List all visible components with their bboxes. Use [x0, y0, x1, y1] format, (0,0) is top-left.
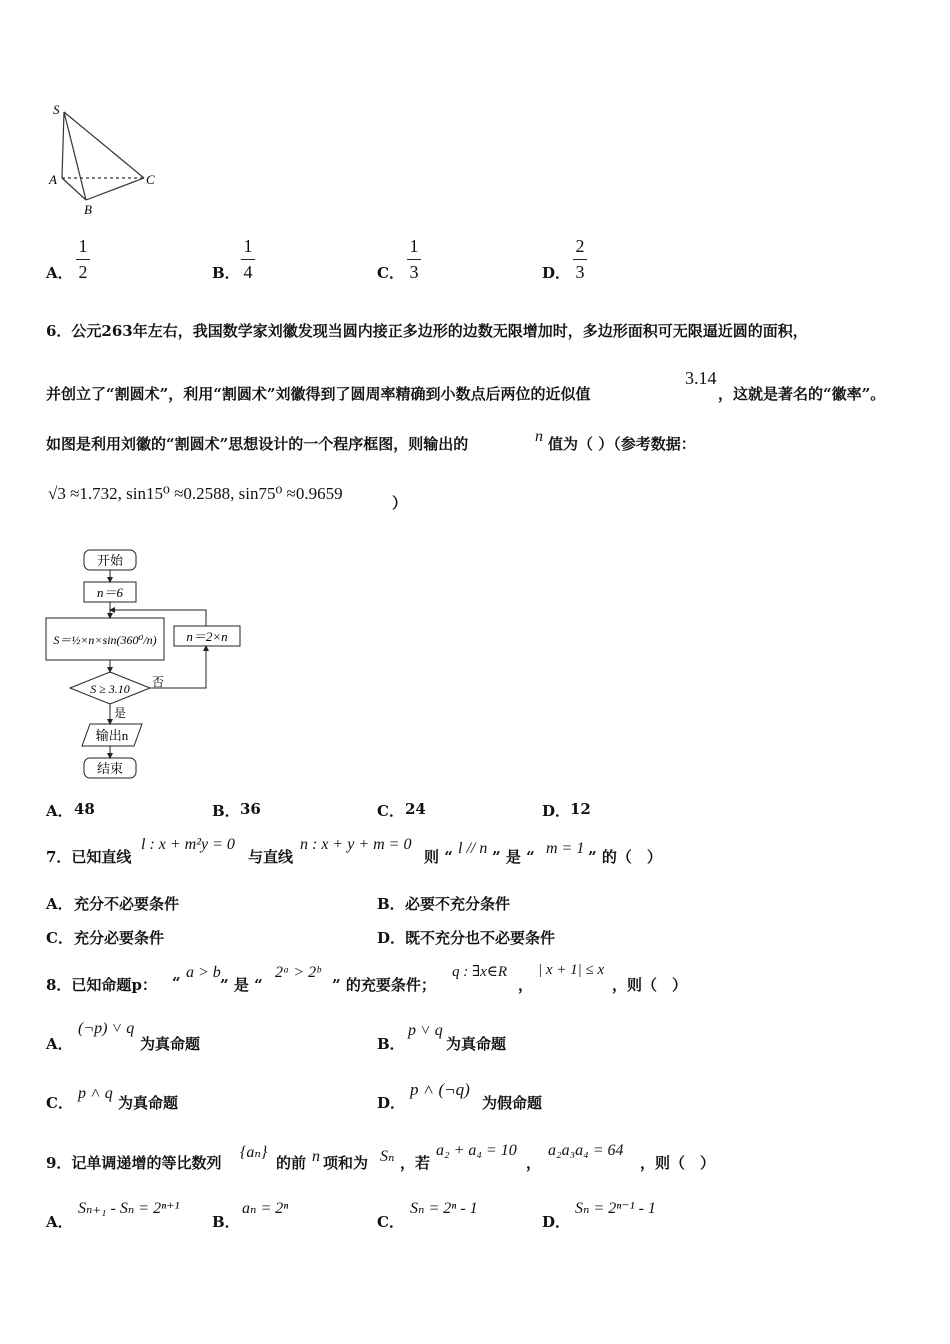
q8-option-a-expr: (¬p) ˅ q	[78, 1020, 135, 1037]
q7-cond1: l // n	[458, 840, 488, 857]
q9-mid3: ，若	[400, 1154, 431, 1172]
q9-sequence: {aₙ}	[240, 1144, 268, 1161]
q7-option-d-letter: D．	[377, 929, 406, 947]
flow-end-label: 结束	[96, 761, 124, 776]
pyramid-figure	[44, 98, 174, 220]
q9-prefix: 9．记单调递增的等比数列	[46, 1154, 222, 1172]
q9-option-a-expr: Sₙ₊₁ - Sₙ = 2ⁿ⁺¹	[78, 1200, 180, 1217]
q9-sn: Sₙ	[380, 1148, 395, 1165]
q8-mid1: ” 是 “	[220, 976, 263, 994]
label-s: S	[53, 102, 60, 117]
edge-sc	[64, 112, 144, 178]
q7-option-a-text: 充分不必要条件	[74, 895, 180, 913]
q9-mid2: 项和为	[323, 1154, 369, 1172]
q6-option-a-text: 48	[74, 800, 95, 818]
edge-ab	[62, 178, 86, 200]
q7-option-a-letter: A．	[46, 895, 73, 913]
label-a: A	[49, 172, 57, 187]
numerator: 1	[243, 236, 253, 256]
q9-comma: ，	[526, 1154, 542, 1172]
denominator: 2	[78, 262, 88, 282]
edge-sb	[64, 112, 86, 200]
q8-option-d-letter: D．	[377, 1094, 406, 1112]
q6-option-b-letter: B．	[212, 802, 240, 820]
q9-option-c-letter: C．	[377, 1213, 404, 1231]
program-flowchart	[44, 548, 254, 784]
q8-prefix: 8．已知命题p：	[46, 976, 157, 994]
q8-option-b-text: 为真命题	[446, 1035, 507, 1053]
q8-option-b-expr: p ˅ q	[408, 1022, 443, 1039]
q6-reference-data: √3 ≈1.732, sin15⁰ ≈0.2588, sin75⁰ ≈0.9659	[48, 484, 343, 503]
q8-option-c-expr: p ˄ q	[78, 1085, 113, 1102]
q7-option-b-letter: B．	[377, 895, 405, 913]
q7-line-l: l : x + m²y = 0	[141, 836, 235, 853]
q7-line-n: n : x + y + m = 0	[300, 836, 412, 853]
q8-option-d-expr: p ˄ (¬q)	[410, 1080, 470, 1099]
edge-sa	[62, 112, 64, 178]
q8-open-quote: “	[172, 974, 181, 992]
q6-line3-b: 值为（ ）（参考数据：	[548, 435, 696, 453]
q6-option-c-letter: C．	[377, 802, 404, 820]
denominator: 4	[243, 262, 253, 282]
q5-option-d-fraction	[573, 236, 587, 282]
q6-option-a-letter: A．	[46, 802, 73, 820]
numerator: 1	[78, 236, 88, 256]
q7-suffix: ” 的（ ）	[588, 848, 662, 866]
q6-pi-value: 3.14	[685, 368, 717, 388]
q5-option-c-letter: C．	[377, 264, 404, 282]
denominator: 3	[409, 262, 419, 282]
q9-cond1: a₂ + a₄ = 10	[436, 1142, 517, 1159]
q8-comma: ，	[518, 976, 534, 994]
q6-line1: 6．公元263年左右，我国数学家刘徽发现当圆内接正多边形的边数无限增加时，多边形面积可无限逼近圆的面积，	[46, 322, 808, 340]
q6-line2-b: ，这就是著名的“徽率”。	[718, 385, 886, 403]
q9-cond2: a₂a₃a₄ = 64	[548, 1142, 624, 1159]
q7-option-c-text: 充分必要条件	[74, 929, 165, 947]
q9-option-b-expr: aₙ = 2ⁿ	[242, 1200, 289, 1217]
q9-var-n: n	[312, 1148, 320, 1165]
q6-close-paren: ）	[392, 494, 408, 512]
q8-cond2: 2ᵃ > 2ᵇ	[275, 964, 321, 981]
q7-mid1: 与直线	[248, 848, 294, 866]
q8-option-b-letter: B．	[377, 1035, 405, 1053]
flow-update-label: n＝2×n	[186, 629, 228, 644]
q8-option-a-letter: A．	[46, 1035, 73, 1053]
flow-formula-label: S＝½×n×sin(360⁰/n)	[53, 633, 157, 647]
flow-no-label: 否	[152, 675, 165, 689]
q8-suffix: ，则（ ）	[612, 976, 688, 994]
flow-start-label: 开始	[96, 553, 124, 568]
numerator: 2	[575, 236, 585, 256]
q5-option-a-fraction	[76, 236, 90, 282]
q7-option-c-letter: C．	[46, 929, 73, 947]
q6-option-b-text: 36	[240, 800, 261, 818]
q9-option-b-letter: B．	[212, 1213, 240, 1231]
q8-option-c-letter: C．	[46, 1094, 73, 1112]
label-c: C	[146, 172, 155, 187]
q5-option-b-fraction	[241, 236, 255, 282]
numerator: 1	[409, 236, 419, 256]
q8-inequality: | x + 1| ≤ x	[538, 962, 605, 978]
q7-option-d-text: 既不充分也不必要条件	[405, 929, 556, 947]
q9-option-d-letter: D．	[542, 1213, 571, 1231]
q6-option-d-letter: D．	[542, 802, 571, 820]
flow-init-label: n＝6	[96, 585, 124, 600]
q6-option-d-text: 12	[570, 800, 591, 818]
q7-mid2: 则 “	[424, 848, 453, 866]
q8-mid2: ” 的充要条件；	[332, 976, 436, 994]
q6-line3-a: 如图是利用刘徽的“割圆术”思想设计的一个程序框图，则输出的	[46, 435, 469, 453]
q7-mid3: ” 是 “	[492, 848, 535, 866]
q8-option-a-text: 为真命题	[140, 1035, 201, 1053]
q7-option-b-text: 必要不充分条件	[405, 895, 511, 913]
q9-suffix: ，则（ ）	[640, 1154, 716, 1172]
q6-option-c-text: 24	[405, 800, 426, 818]
q5-option-b-letter: B．	[212, 264, 240, 282]
edge-bc	[86, 178, 144, 200]
q7-cond2: m = 1	[546, 840, 585, 857]
q8-option-c-text: 为真命题	[118, 1094, 179, 1112]
flow-yes-label: 是	[114, 706, 127, 720]
q6-line2-a: 并创立了“割圆术”，利用“割圆术”刘徽得到了圆周率精确到小数点后两位的近似值	[46, 385, 591, 403]
q9-option-d-expr: Sₙ = 2ⁿ⁻¹ - 1	[575, 1200, 656, 1217]
q5-option-a-letter: A．	[46, 264, 73, 282]
q9-option-a-letter: A．	[46, 1213, 73, 1231]
q8-q-expr: q : ∃x∈R	[452, 964, 508, 980]
q9-option-c-expr: Sₙ = 2ⁿ - 1	[410, 1200, 478, 1217]
flow-output-label: 输出n	[95, 728, 129, 743]
flow-condition-label: S ≥ 3.10	[90, 682, 130, 696]
q9-mid1: 的前	[276, 1154, 307, 1172]
denominator: 3	[575, 262, 585, 282]
label-b: B	[84, 202, 92, 217]
q8-cond1: a > b	[186, 964, 221, 981]
q5-option-c-fraction	[407, 236, 421, 282]
q7-prefix: 7．已知直线	[46, 848, 132, 866]
q8-option-d-text: 为假命题	[482, 1094, 543, 1112]
q5-option-d-letter: D．	[542, 264, 571, 282]
q6-var-n: n	[535, 428, 543, 445]
